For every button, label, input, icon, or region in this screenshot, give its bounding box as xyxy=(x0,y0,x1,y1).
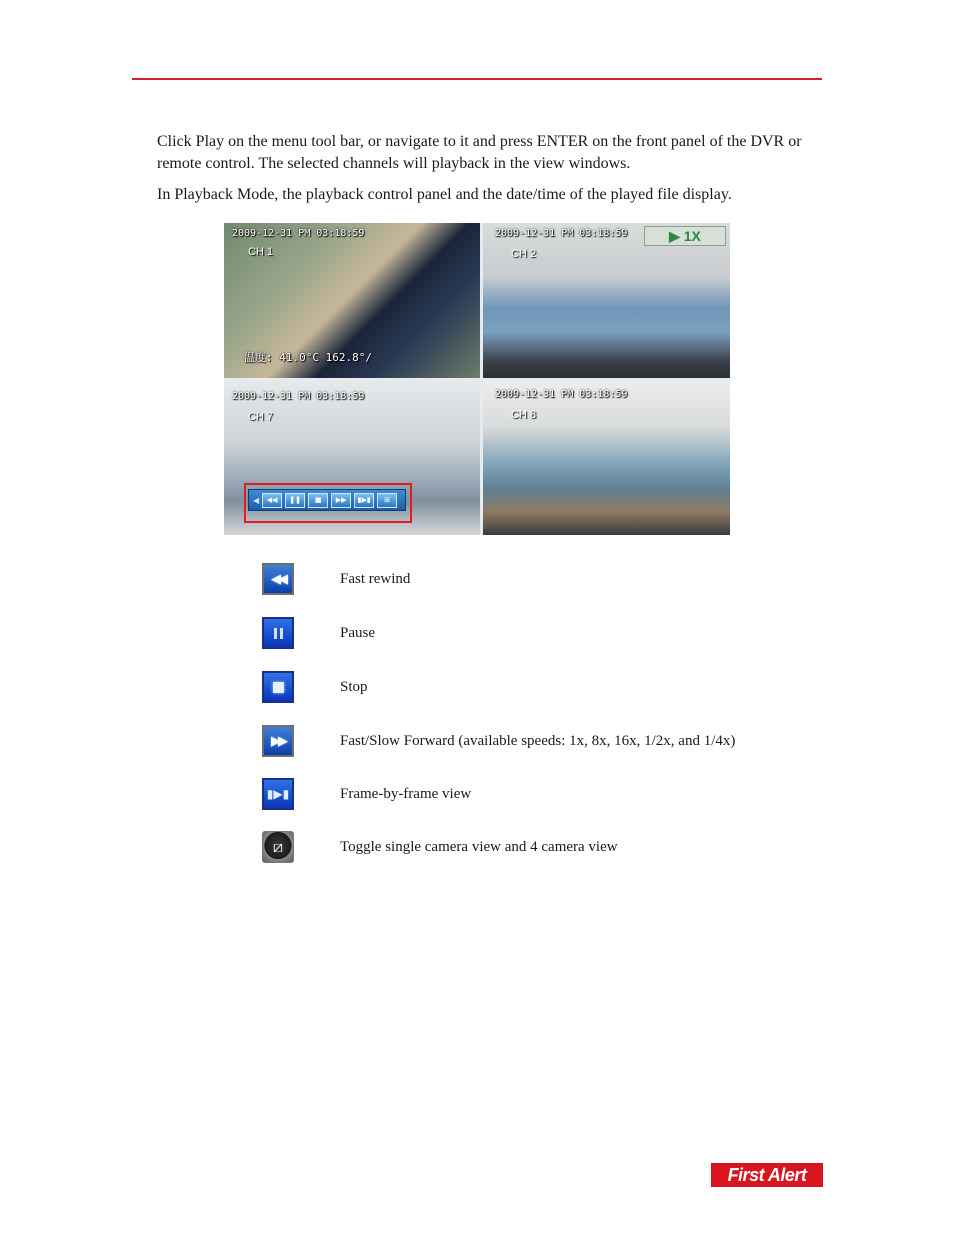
legend-label: Fast rewind xyxy=(340,571,411,587)
camera-channel-label: CH 7 xyxy=(248,411,274,423)
legend-label: Fast/Slow Forward (available speeds: 1x, 8x, 16x, 1/2x, and 1/4x) xyxy=(340,733,736,749)
panel-collapse-arrow-icon: ◀ xyxy=(253,495,260,505)
legend-label: Toggle single camera view and 4 camera view xyxy=(340,839,618,855)
toggle-view-icon: ⧄ xyxy=(262,831,294,863)
panel-forward-icon: ▶▶ xyxy=(331,493,351,508)
legend-label: Pause xyxy=(340,625,375,641)
legend-row-fast-rewind xyxy=(262,563,822,597)
legend-label: Frame-by-frame view xyxy=(340,786,472,802)
camera-timestamp: 2009-12-31 PM 03:18:59 xyxy=(495,228,628,239)
camera-view-ch2 xyxy=(483,223,730,378)
control-panel-highlight xyxy=(244,483,412,523)
frame-by-frame-icon: ▮▶▮ xyxy=(262,778,294,810)
camera-channel-label: CH 8 xyxy=(511,409,537,421)
camera-overlay-text: 温度: 41.0°C 162.8°/ xyxy=(244,351,372,364)
camera-timestamp: 2009-12-31 PM 03:18:59 xyxy=(232,391,365,402)
stop-icon xyxy=(262,671,294,703)
panel-stop-icon: ■ xyxy=(308,493,328,508)
camera-timestamp: 2009-12-31 PM 03:18:59 xyxy=(495,389,628,400)
camera-view-ch8 xyxy=(483,381,730,535)
panel-rewind-icon: ◀◀ xyxy=(262,493,282,508)
legend-row-fast-forward xyxy=(262,725,822,759)
panel-toggle-view-icon: ⊞ xyxy=(377,493,397,508)
legend-row-frame-by-frame xyxy=(262,778,822,812)
camera-timestamp: 2009-12-31 PM 03:18:59 xyxy=(232,228,365,239)
camera-view-ch1 xyxy=(224,223,480,378)
legend-row-stop xyxy=(262,671,822,705)
camera-channel-label: CH 2 xyxy=(511,248,537,260)
legend-row-toggle-view xyxy=(262,831,822,865)
header-rule xyxy=(132,78,822,80)
fast-rewind-icon: ◀◀ xyxy=(262,563,294,595)
panel-pause-icon: ❚❚ xyxy=(285,493,305,508)
camera-channel-label: CH 1 xyxy=(248,246,274,258)
playback-speed-badge: ▶ 1X xyxy=(644,226,726,246)
intro-paragraph-2: In Playback Mode, the playback control panel and the date/time of the played file display. xyxy=(157,186,732,203)
legend-row-pause xyxy=(262,617,822,651)
legend-label: Stop xyxy=(340,679,368,695)
panel-frame-icon: ▮▶▮ xyxy=(354,493,374,508)
intro-paragraph-1: Click Play on the menu tool bar, or navigate to it and press ENTER on the front panel of the DVR or remote control. The selected channels will playback in the view windows. xyxy=(157,133,802,172)
pause-icon xyxy=(262,617,294,649)
first-alert-logo: First Alert xyxy=(711,1163,823,1187)
fast-forward-icon: ▶▶ xyxy=(262,725,294,757)
